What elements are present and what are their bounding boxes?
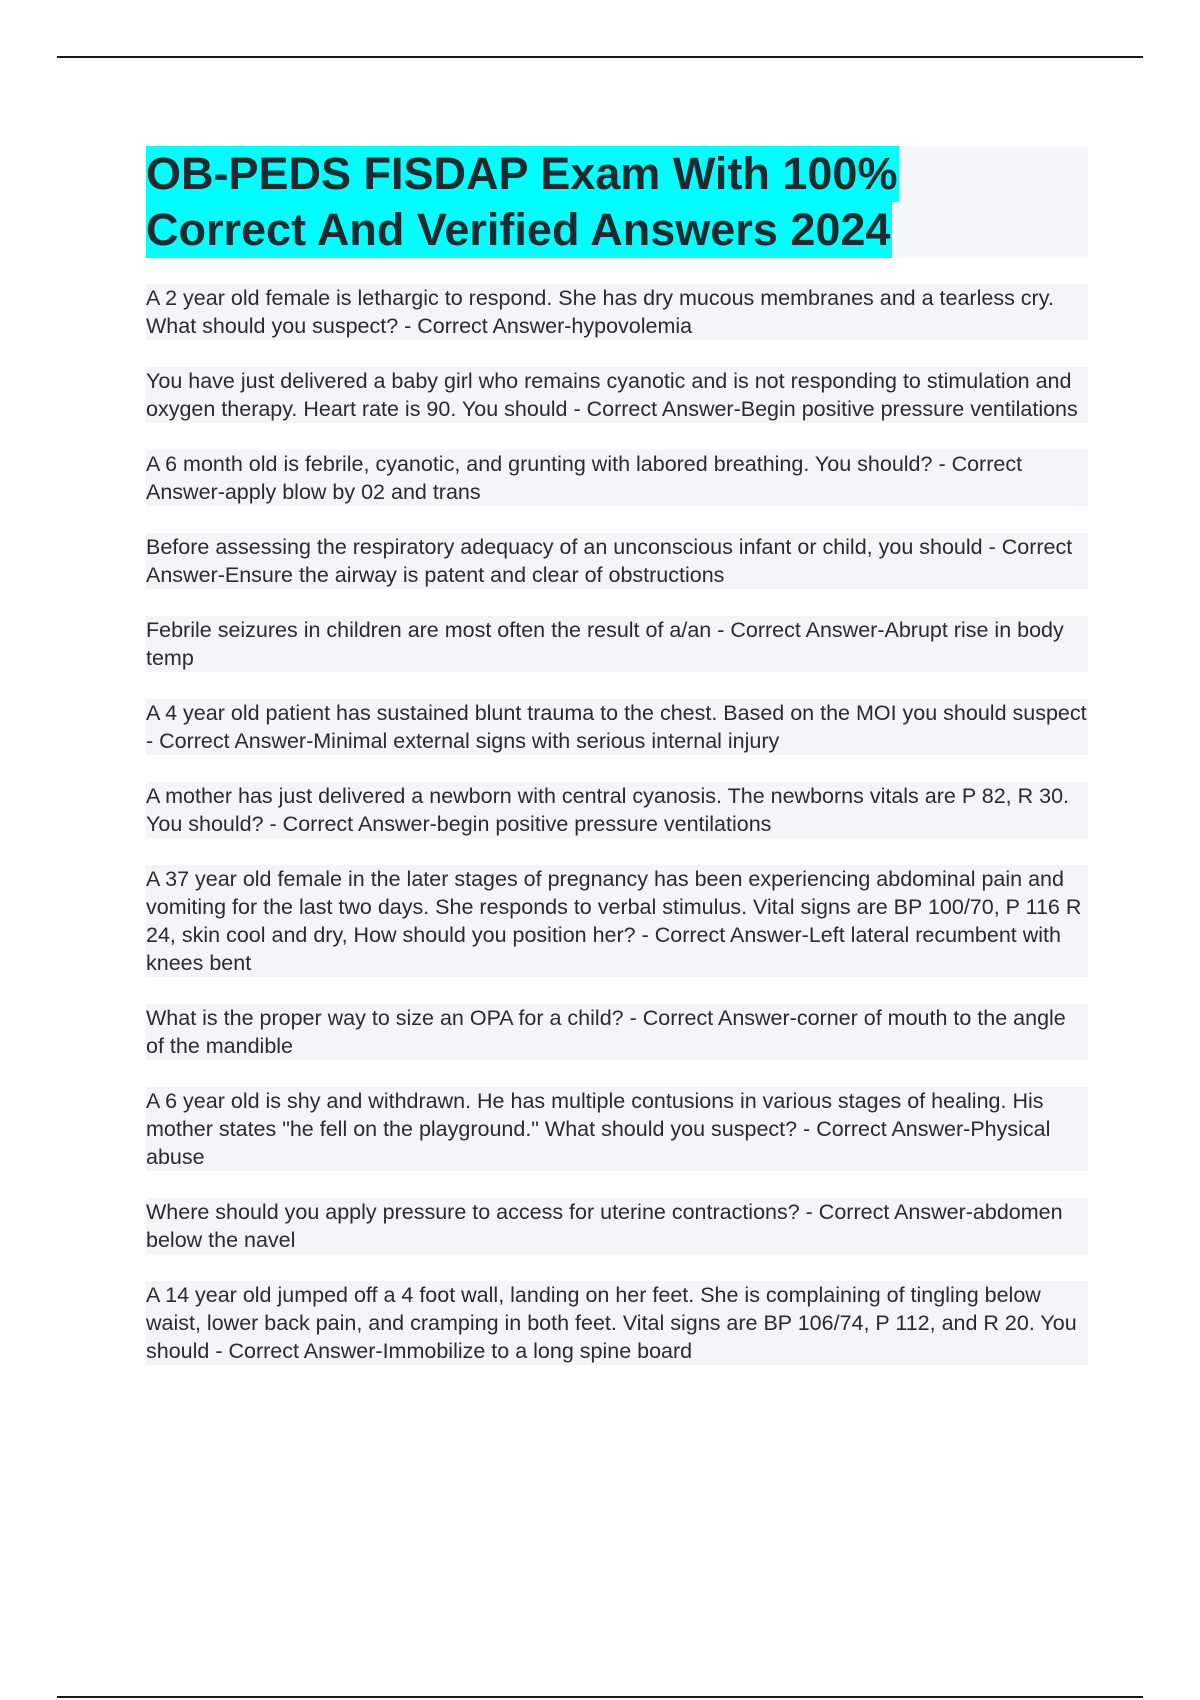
qa-text: Before assessing the respiratory adequacy of an unconscious infant or child, you should - Correct Answer-Ensure the airway is patent and clear of obstructions [146,535,1073,587]
qa-text: What is the proper way to size an OPA for a child? - Correct Answer-corner of mouth to the angle of the mandible [146,1006,1066,1058]
title-block [146,146,1088,258]
qa-text: Febrile seizures in children are most often the result of a/an - Correct Answer-Abrupt rise in body temp [146,618,1064,670]
document-body [146,146,1088,1392]
qa-text: A 2 year old female is lethargic to respond. She has dry mucous membranes and a tearless cry. What should you suspect? - Correct Answer-hypovolemia [146,286,1054,338]
qa-item [146,1281,1088,1365]
qa-item [146,699,1088,755]
qa-text: Where should you apply pressure to access for uterine contractions? - Correct Answer-abdomen below the navel [146,1200,1063,1252]
title-line-1: OB-PEDS FISDAP Exam With 100% [146,146,899,202]
qa-text: A mother has just delivered a newborn with central cyanosis. The newborns vitals are P 82, R 30. You should? - Correct Answer-begin positive pressure ventilations [146,784,1069,836]
bottom-rule [57,1696,1143,1698]
qa-text: A 37 year old female in the later stages of pregnancy has been experiencing abdominal pain and vomiting for the last two days. She responds to verbal stimulus. Vital signs are BP 100/70, P 116 R 24, skin cool and dry, How should you position her? - Correct Answer-Left lateral recumbent with knees bent [146,867,1082,975]
qa-item [146,1004,1088,1060]
title-line-2: Correct And Verified Answers 2024 [146,202,892,258]
qa-text: You have just delivered a baby girl who remains cyanotic and is not responding to stimulation and oxygen therapy. Heart rate is 90. You should - Correct Answer-Begin positive pressure ventilations [146,369,1078,421]
qa-item [146,450,1088,506]
qa-text: A 4 year old patient has sustained blunt trauma to the chest. Based on the MOI you should suspect - Correct Answer-Minimal external signs with serious internal injury [146,701,1087,753]
qa-item [146,367,1088,423]
top-rule [57,56,1143,58]
qa-item [146,284,1088,340]
qa-text: A 6 year old is shy and withdrawn. He has multiple contusions in various stages of healing. His mother states "he fell on the playground." What should you suspect? - Correct Answer-Physical abuse [146,1089,1051,1169]
qa-item [146,1198,1088,1254]
qa-item [146,1087,1088,1171]
qa-item [146,865,1088,977]
qa-item [146,533,1088,589]
qa-text: A 6 month old is febrile, cyanotic, and grunting with labored breathing. You should? - Correct Answer-apply blow by 02 and trans [146,452,1023,504]
qa-text: A 14 year old jumped off a 4 foot wall, landing on her feet. She is complaining of tingling below waist, lower back pain, and cramping in both feet. Vital signs are BP 106/74, P 112, and R 20. You should - Correct Answer-Immobilize to a long spine board [146,1283,1077,1363]
question-answer-list [146,284,1088,1365]
qa-item [146,782,1088,838]
qa-item [146,616,1088,672]
document-title [146,146,1088,258]
